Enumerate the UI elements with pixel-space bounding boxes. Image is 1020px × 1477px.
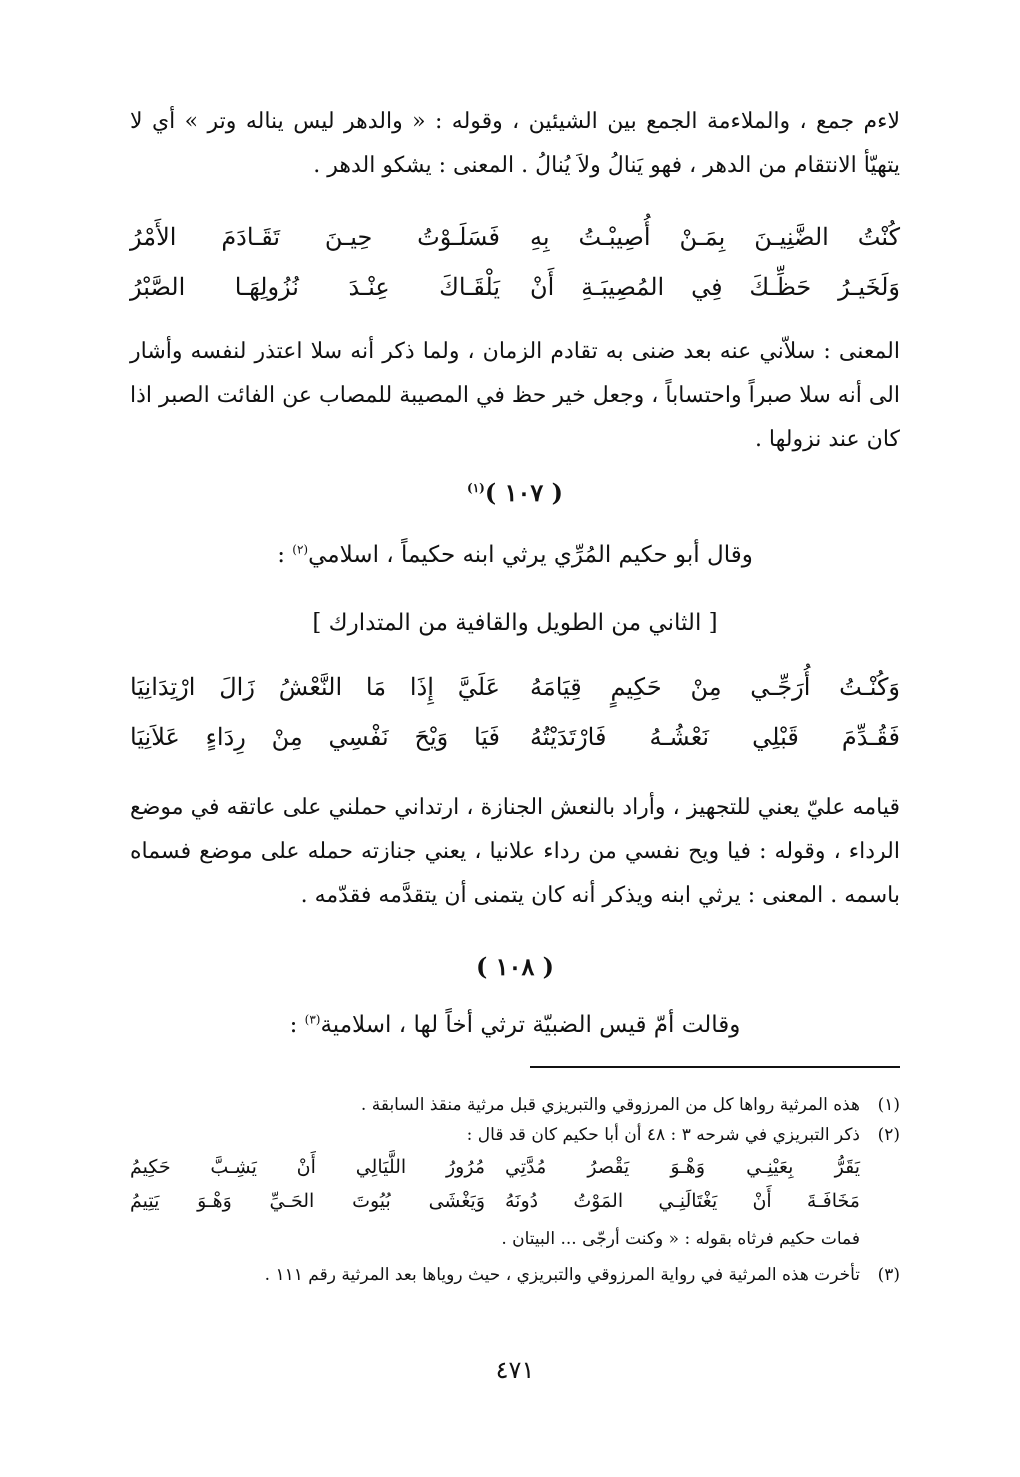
- verse-hemistich-second: مُرُورُ اللَّيَالِي أَنْ يَشِـبَّ حَكِيمُ: [130, 1156, 485, 1178]
- page-number: ٤٧١: [495, 1356, 535, 1384]
- footnote-separator: [530, 1066, 900, 1068]
- footnote-3: [130, 1260, 900, 1290]
- verse-line: [130, 262, 900, 312]
- poem-introduction-107: [130, 542, 900, 568]
- intro-text: وقال أبو حكيم المُرِّي يرثي ابنه حكيماً ، اسلامي: [308, 542, 753, 568]
- footnote-1: [130, 1090, 900, 1120]
- intro-colon: :: [289, 1012, 305, 1038]
- paragraph-text: المعنى : سلاّني عنه بعد ضنى به تقادم الزمان ، ولما ذكر أنه سلا اعتذر لنفسه وأشار الى أنه سلا صبراً واحتساباً ، وجعل خير حظ في المصيبة للمصاب عن الفائت الصبر اذا كان عند نزولها .: [130, 339, 900, 452]
- verse-block-1: [130, 212, 900, 312]
- verse-hemistich-first: مَخَافَـةَ أَنْ يَغْتَالَنِـي المَوْتُ دُونَهُ: [505, 1190, 860, 1212]
- verse-block-2: [130, 662, 900, 762]
- verse-hemistich-first: فَقُـدِّمَ قَبْلِي نَعْشُـهُ فَارْتَدَيْتُهُ: [530, 723, 900, 751]
- footnote-number: (٣): [877, 1265, 900, 1285]
- footnote-marker: (٢): [292, 542, 309, 557]
- footnote-text: فمات حكيم فرثاه بقوله : « وكنت أرجّى ... البيتان .: [501, 1229, 860, 1249]
- footnote-verse: [130, 1150, 860, 1218]
- verse-hemistich-second: يَلْقَـاكَ عِنْـدَ نُزُولِهَـا الصَّبْرُ: [130, 273, 500, 301]
- poem-number: ( ١٠٨ ): [475, 952, 555, 981]
- commentary-paragraph-3: [130, 786, 900, 918]
- footnote-text: هذه المرثية رواها كل من المرزوقي والتبريزي قبل مرثية منقذ السابقة .: [360, 1095, 860, 1115]
- poem-number-107: [130, 478, 900, 507]
- footnote-number: (١): [877, 1095, 900, 1115]
- footnote-2: [130, 1120, 900, 1254]
- verse-line: [130, 662, 900, 712]
- footnotes: [130, 1090, 900, 1290]
- verse-hemistich-first: وَكُنْـتُ أُرَجِّـي مِنْ حَكِيمٍ قِيَامَهُ: [530, 673, 900, 701]
- intro-colon: :: [277, 542, 293, 568]
- verse-hemistich-second: عَلَيَّ إِذَا مَا النَّعْشُ زَالَ ارْتِدَانِيَا: [130, 673, 500, 701]
- footnote-marker: (٣): [304, 1012, 321, 1027]
- poem-introduction-108: [130, 1012, 900, 1038]
- verse-hemistich-first: وَلَخَيـرُ حَظِّـكَ فِي المُصِيبَـةِ أَنْ: [530, 273, 900, 301]
- verse-hemistich-first: كُنْتُ الضَّنِيـنَ بِمَـنْ أُصِيبْـتُ بِهِ: [530, 223, 900, 251]
- footnote-number: (٢): [877, 1125, 900, 1145]
- meter-text: [ الثاني من الطويل والقافية من المتدارك ]: [312, 610, 718, 636]
- intro-text: وقالت أمّ قيس الضبيّة ترثي أخاً لها ، اسلامية: [320, 1012, 741, 1038]
- verse-hemistich-first: يَقَرُّ بِعَيْنِـي وَهْـوَ يَقْصرُ مُدَّتِي: [505, 1156, 860, 1178]
- verse-line: [130, 1184, 860, 1218]
- verse-hemistich-second: فَسَلَـوْتُ حِيـنَ تَقَـادَمَ الأَمْرُ: [130, 223, 500, 251]
- poem-number: ( ١٠٧ ): [484, 478, 563, 507]
- paragraph-text: قيامه عليّ يعني للتجهيز ، وأراد بالنعش الجنازة ، ارتداني حملني على عاتقه في موضع الرداء ، وقوله : فيا ويح نفسي من رداء علانيا ، يعني جنازته حمله على موضع فسماه باسمه . المعنى : يرثي ابنه ويذكر أنه كان يتمنى أن يتقدَّمه فقدّمه .: [130, 795, 900, 908]
- footnote-text: ذكر التبريزي في شرحه ٣ : ٤٨ أن أبا حكيم كان قد قال :: [466, 1125, 860, 1145]
- verse-line: [130, 712, 900, 762]
- commentary-paragraph-2: [130, 330, 900, 462]
- footnote-marker: (١): [467, 481, 485, 495]
- verse-hemistich-second: فَيَا وَيْحَ نَفْسِي مِنْ رِدَاءٍ عَلاَنِيَا: [130, 723, 500, 751]
- meter-note: [130, 610, 900, 636]
- verse-line: [130, 1150, 860, 1184]
- verse-hemistich-second: وَيَغْشَى بُيُوتَ الحَـيِّ وَهْـوَ يَتِيمُ: [130, 1190, 485, 1212]
- commentary-paragraph-1: [130, 100, 900, 188]
- verse-line: [130, 212, 900, 262]
- poem-number-108: [130, 952, 900, 981]
- paragraph-text: لاءم جمع ، والملاءمة الجمع بين الشيئين ، وقوله : « والدهر ليس يناله وتر » أي لا يتهيّأ الانتقام من الدهر ، فهو يَنالُ ولاَ يُنالُ . المعنى : يشكو الدهر .: [130, 109, 900, 178]
- footnote-text: تأخرت هذه المرثية في رواية المرزوقي والتبريزي ، حيث روياها بعد المرثية رقم ١١١ .: [264, 1265, 860, 1285]
